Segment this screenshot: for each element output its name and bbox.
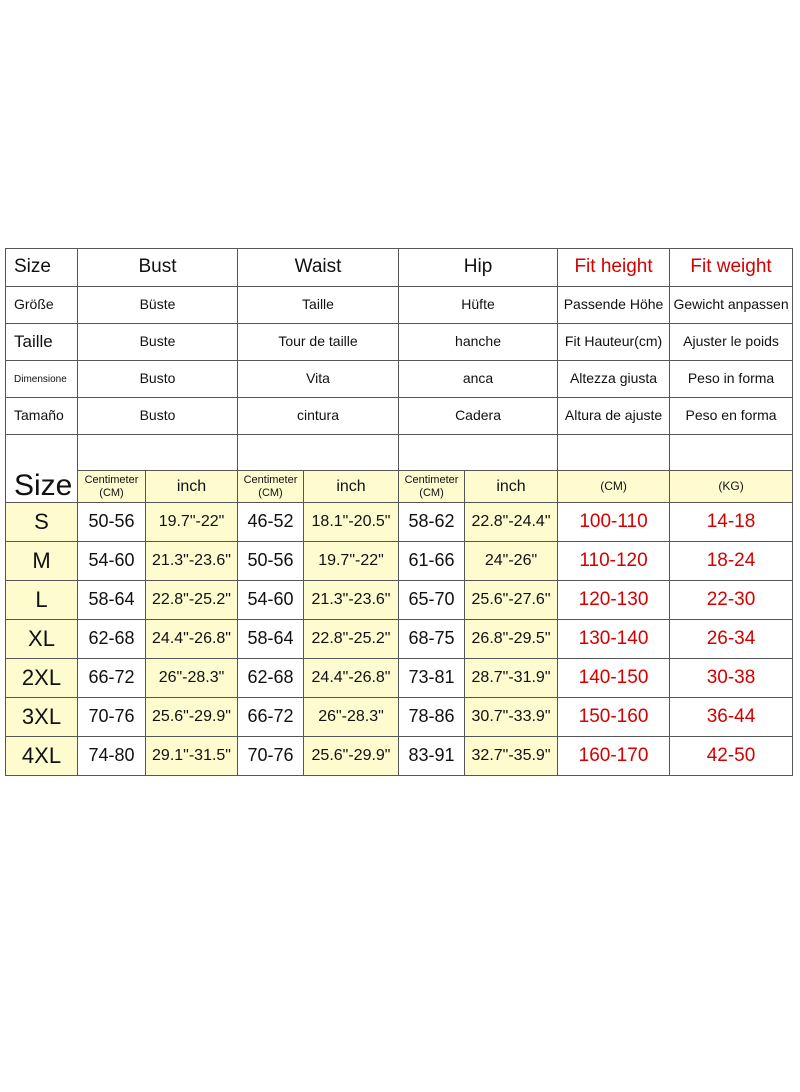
waist-inch: 19.7"-22" [304,542,399,581]
size-label: 2XL [6,659,78,698]
translation-hip: anca [399,361,558,398]
cm-abbr-label: (CM) [258,486,283,499]
hip-unit-inch: inch [465,471,558,503]
hip-cm: 78-86 [399,698,465,737]
translation-height: Fit Hauteur(cm) [558,324,670,361]
weight-unit: (KG) [670,471,793,503]
header-waist: Waist [238,249,399,287]
fit-height-value: 130-140 [558,620,670,659]
waist-cm: 62-68 [238,659,304,698]
header-fit-height: Fit height [558,249,670,287]
waist-inch: 24.4"-26.8" [304,659,399,698]
waist-cm: 58-64 [238,620,304,659]
fit-height-value: 100-110 [558,503,670,542]
size-label: XL [6,620,78,659]
header-bust: Bust [78,249,238,287]
blank-cell [238,435,399,471]
size-chart-table [5,248,793,776]
size-row-l [6,581,793,620]
bust-inch: 22.8"-25.2" [146,581,238,620]
fit-height-value: 140-150 [558,659,670,698]
bust-cm: 58-64 [78,581,146,620]
translation-bust: Busto [78,398,238,435]
blank-cell [399,435,558,471]
translation-height: Passende Höhe [558,287,670,324]
size-row-xl [6,620,793,659]
fit-height-value: 150-160 [558,698,670,737]
blank-cell [670,435,793,471]
header-fit-weight: Fit weight [670,249,793,287]
height-unit: (CM) [558,471,670,503]
size-row-3xl [6,698,793,737]
centimeter-label: Centimeter [404,474,459,487]
fit-weight-value: 42-50 [670,737,793,776]
fit-height-value: 120-130 [558,581,670,620]
size-row-4xl [6,737,793,776]
fit-weight-value: 18-24 [670,542,793,581]
size-chart-body [6,249,793,776]
bust-cm: 62-68 [78,620,146,659]
waist-inch: 21.3"-23.6" [304,581,399,620]
waist-inch: 18.1"-20.5" [304,503,399,542]
hip-cm: 73-81 [399,659,465,698]
translation-height: Altura de ajuste [558,398,670,435]
bust-unit-inch: inch [146,471,238,503]
bust-cm: 50-56 [78,503,146,542]
size-row-m [6,542,793,581]
hip-inch: 30.7"-33.9" [465,698,558,737]
translation-waist: Taille [238,287,399,324]
waist-unit-inch: inch [304,471,399,503]
hip-inch: 28.7"-31.9" [465,659,558,698]
blank-cell [78,435,238,471]
size-label: L [6,581,78,620]
header-hip: Hip [399,249,558,287]
centimeter-label: Centimeter [243,474,298,487]
translation-row-german [6,287,793,324]
size-row-2xl [6,659,793,698]
fit-height-value: 160-170 [558,737,670,776]
hip-inch: 25.6"-27.6" [465,581,558,620]
translation-weight: Gewicht anpassen [670,287,793,324]
bust-cm: 66-72 [78,659,146,698]
cm-abbr-label: (CM) [419,486,444,499]
bust-inch: 21.3"-23.6" [146,542,238,581]
hip-cm: 58-62 [399,503,465,542]
centimeter-label: Centimeter [84,474,139,487]
size-label: S [6,503,78,542]
hip-cm: 65-70 [399,581,465,620]
bust-cm: 70-76 [78,698,146,737]
hip-inch: 26.8"-29.5" [465,620,558,659]
waist-inch: 22.8"-25.2" [304,620,399,659]
translation-bust: Büste [78,287,238,324]
bust-cm: 54-60 [78,542,146,581]
units-row [6,471,793,503]
fit-weight-value: 14-18 [670,503,793,542]
translation-weight: Peso en forma [670,398,793,435]
waist-cm: 50-56 [238,542,304,581]
translation-bust: Busto [78,361,238,398]
translation-hip: Cadera [399,398,558,435]
bust-inch: 19.7"-22" [146,503,238,542]
translation-size: Größe [6,287,78,324]
size-row-s [6,503,793,542]
units-size-label: Size [6,435,78,503]
hip-cm: 61-66 [399,542,465,581]
translation-row-italian [6,361,793,398]
header-size: Size [6,249,78,287]
translation-weight: Peso in forma [670,361,793,398]
bust-inch: 25.6"-29.9" [146,698,238,737]
translation-size: Tamaño [6,398,78,435]
size-label: 4XL [6,737,78,776]
translation-size: Dimensione [6,361,78,398]
waist-cm: 46-52 [238,503,304,542]
bust-unit-cm [78,471,146,503]
translation-waist: Tour de taille [238,324,399,361]
cm-abbr-label: (CM) [99,486,124,499]
waist-cm: 66-72 [238,698,304,737]
translation-row-spanish [6,398,793,435]
hip-cm: 83-91 [399,737,465,776]
bust-inch: 29.1"-31.5" [146,737,238,776]
waist-cm: 54-60 [238,581,304,620]
translation-hip: hanche [399,324,558,361]
hip-unit-cm [399,471,465,503]
translation-weight: Ajuster le poids [670,324,793,361]
bust-cm: 74-80 [78,737,146,776]
waist-cm: 70-76 [238,737,304,776]
fit-weight-value: 26-34 [670,620,793,659]
blank-cell [558,435,670,471]
hip-inch: 32.7"-35.9" [465,737,558,776]
hip-cm: 68-75 [399,620,465,659]
blank-row [6,435,793,471]
header-row [6,249,793,287]
translation-waist: Vita [238,361,399,398]
translation-size: Taille [6,324,78,361]
fit-weight-value: 30-38 [670,659,793,698]
translation-hip: Hüfte [399,287,558,324]
fit-weight-value: 22-30 [670,581,793,620]
translation-waist: cintura [238,398,399,435]
fit-height-value: 110-120 [558,542,670,581]
translation-bust: Buste [78,324,238,361]
waist-inch: 26"-28.3" [304,698,399,737]
translation-row-french [6,324,793,361]
hip-inch: 24"-26" [465,542,558,581]
size-label: M [6,542,78,581]
bust-inch: 24.4"-26.8" [146,620,238,659]
translation-height: Altezza giusta [558,361,670,398]
hip-inch: 22.8"-24.4" [465,503,558,542]
waist-inch: 25.6"-29.9" [304,737,399,776]
fit-weight-value: 36-44 [670,698,793,737]
size-label: 3XL [6,698,78,737]
bust-inch: 26"-28.3" [146,659,238,698]
waist-unit-cm [238,471,304,503]
